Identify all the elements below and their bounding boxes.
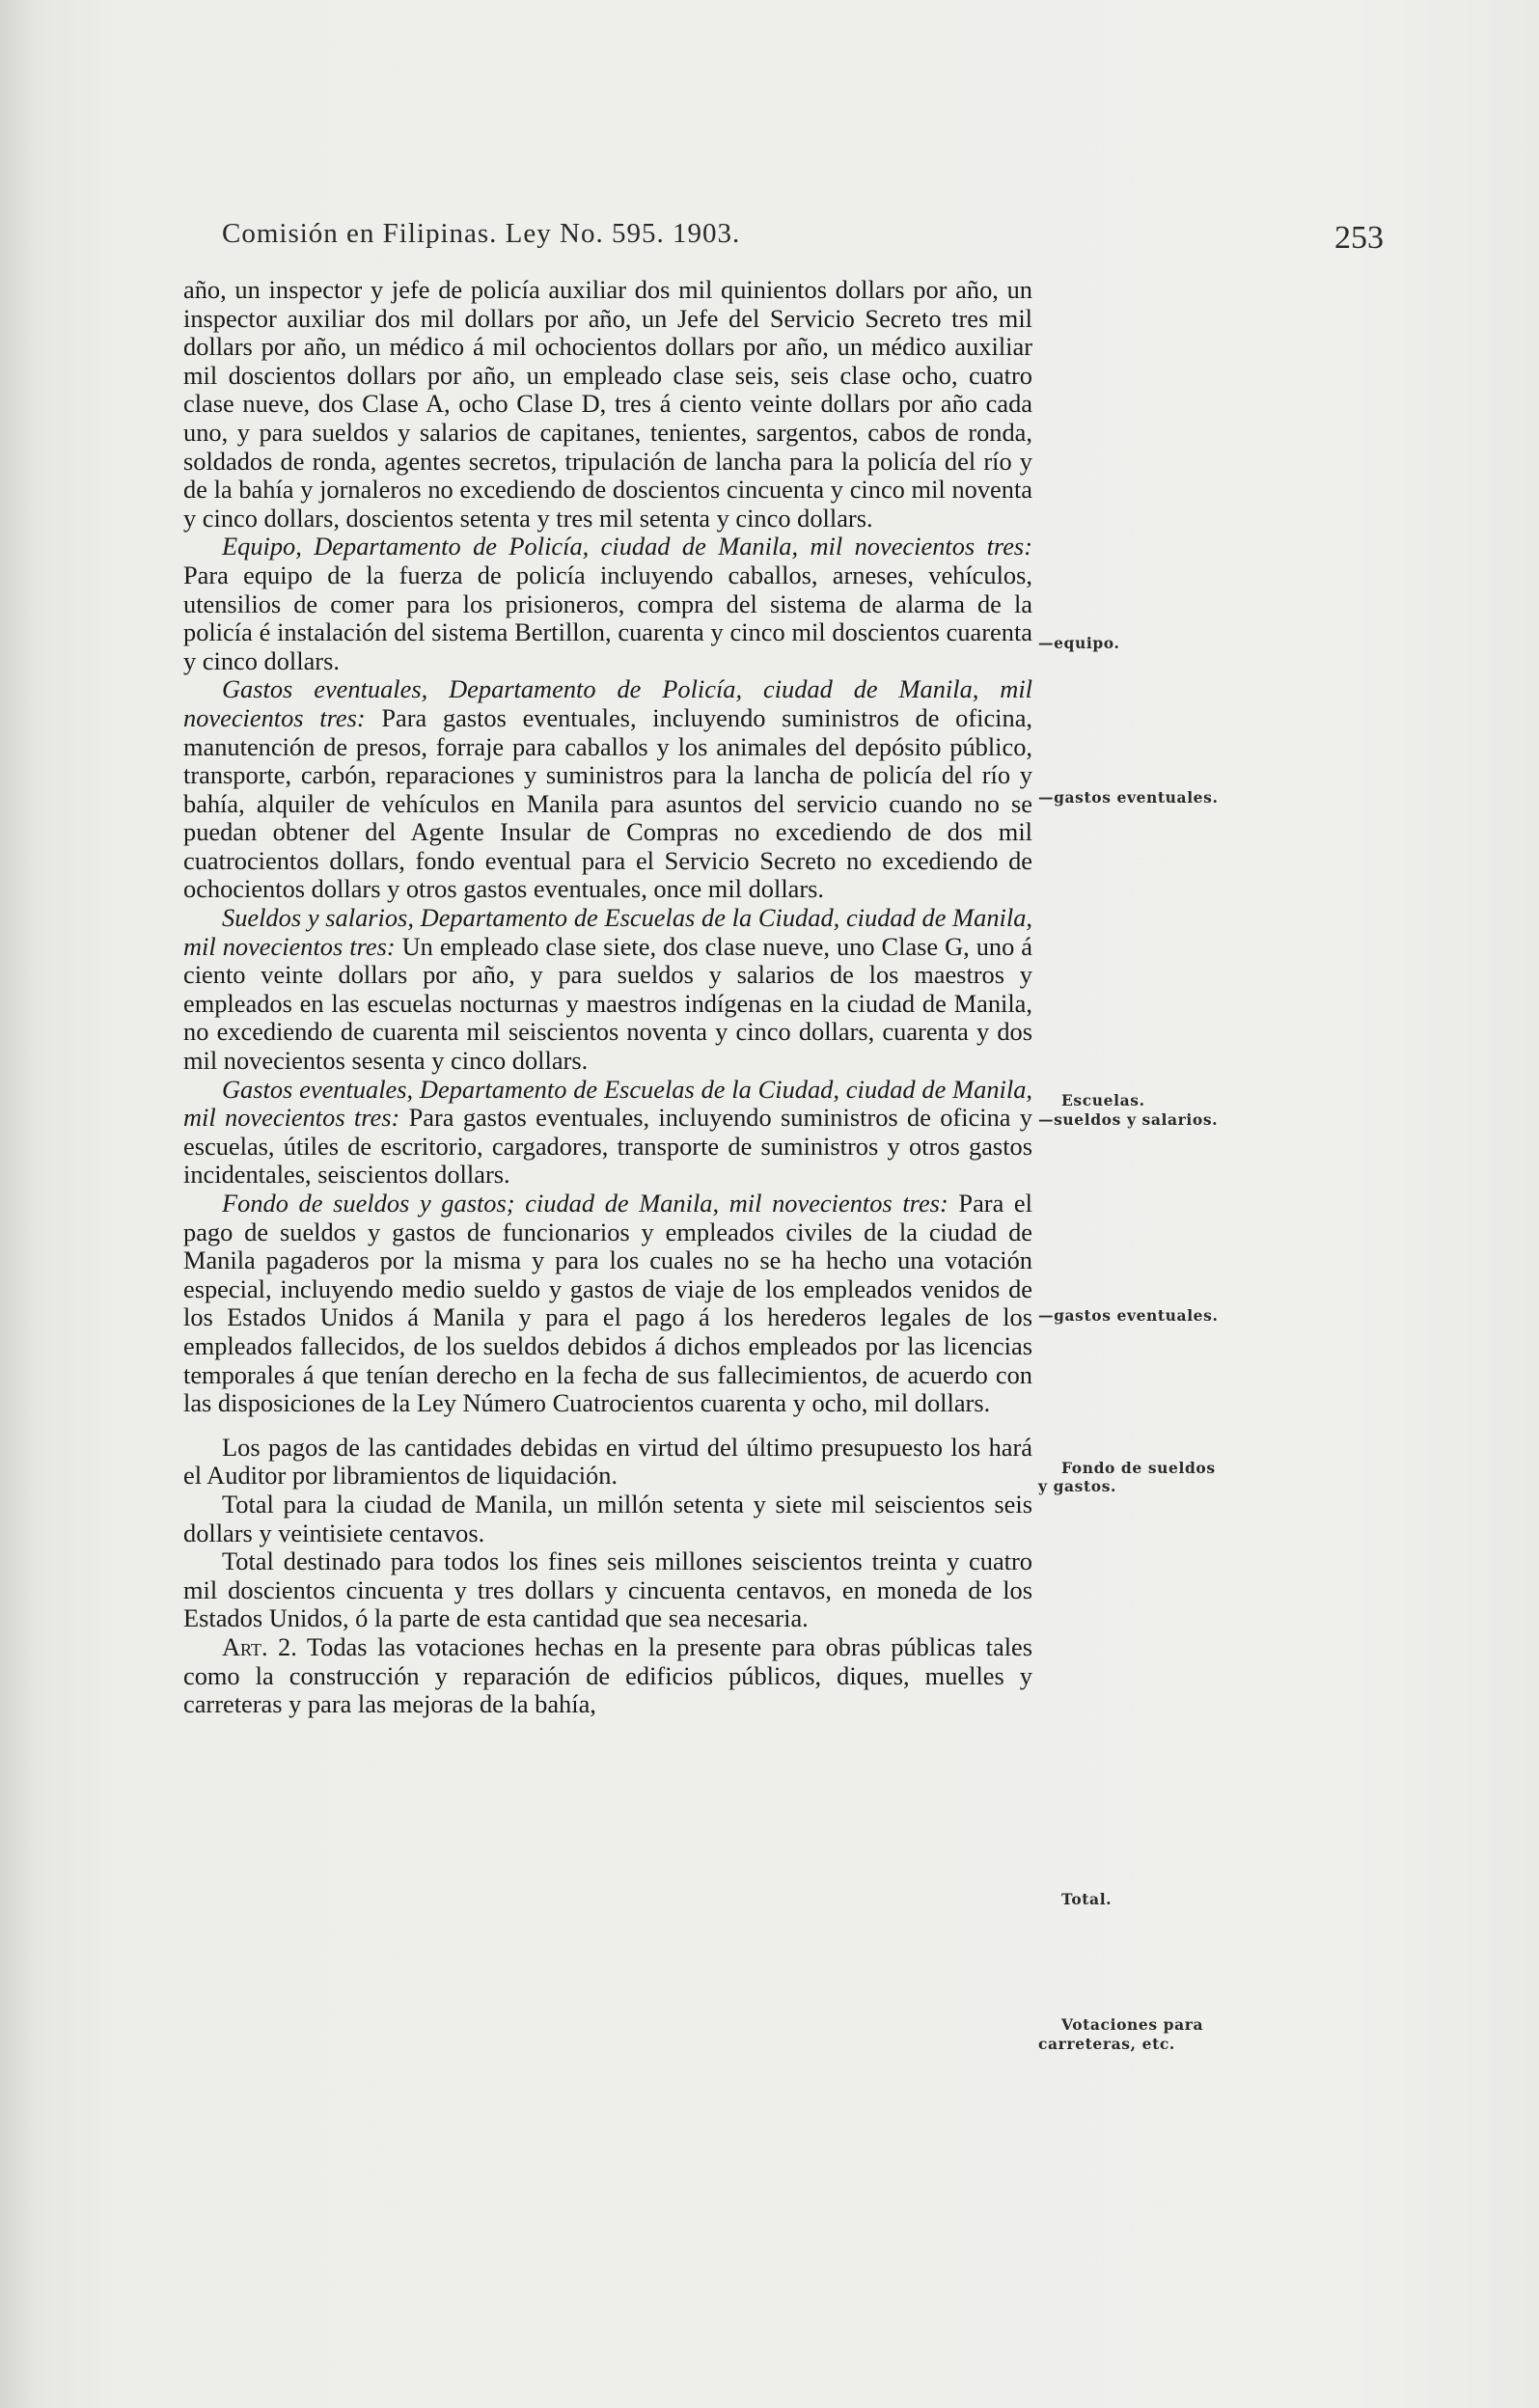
margin-note-carreteras: carreteras, etc. (1038, 2035, 1175, 2053)
article-label: Art. 2. (222, 1631, 297, 1661)
paragraph-lead: Fondo de sueldos y gastos; ciudad de Manila, mil novecientos tres: (222, 1189, 948, 1218)
paragraph-text: año, un inspector y jefe de policía auxiliar dos mil quinientos dollars por año, un inspector auxiliar dos mil dollars por año, un Jefe del Servicio Secreto tres mil dollars por año, un médico á mil ochocientos dollars por año, un médico auxiliar mil doscientos dollars por año, un empleado clase seis, seis clase ocho, cuatro clase nueve, dos Clase A, ocho Clase D, tres á ciento veinte dollars por año cada uno, y para sueldos y salarios de capitanes, tenientes, sargentos, cabos de ronda, soldados de ronda, agentes secretos, tripulación de lancha para la policía del río y de la bahía y jornaleros no excediendo de doscientos cincuenta y cinco mil noventa y cinco dollars, doscientos setenta y tres mil setenta y cinco dollars. (183, 275, 1032, 533)
margin-note-votaciones: Votaciones para (1061, 2015, 1204, 2034)
paragraph-lead: Gastos eventuales, Departamento de Escuelas de la Ciudad, ciudad de Manila, mil novecientos tres: (183, 1074, 1032, 1133)
margin-note-equipo: —equipo. (1038, 634, 1120, 652)
page-number: 253 (1334, 220, 1384, 256)
margin-note-y-gastos: y gastos. (1038, 1477, 1117, 1495)
paragraph-gastos-escuelas (183, 1076, 1032, 1190)
paragraph-text: Para gastos eventuales, incluyendo suministros de oficina y escuelas, útiles de escritorio, cargadores, transporte de suministros y otros gastos incidentales, seiscientos dollars. (183, 1103, 1032, 1190)
paragraph-total-manila (183, 1491, 1032, 1547)
paragraph-text: Un empleado clase siete, dos clase nueve, uno Clase G, uno á ciento veinte dollars por año, y para sueldos y salarios de los maestros y empleados en las escuelas nocturnas y maestros indígenas en la ciudad de Manila, no excediendo de cuarenta mil seiscientos noventa y cinco dollars, cuarenta y dos mil novecientos sesenta y cinco dollars. (183, 931, 1033, 1076)
paragraph-sueldos-escuelas (183, 904, 1032, 1076)
paragraph-text: Para equipo de la fuerza de policía incluyendo caballos, arneses, vehículos, utensilios de comer para los prisioneros, compra del sistema de alarma de la policía é instalación del sistema Bertillon, cuarenta y cinco mil doscientos cuarenta y cinco dollars. (183, 560, 1032, 675)
paragraph-lead: Sueldos y salarios, Departamento de Escuelas de la Ciudad, ciudad de Manila, mil novecientos tres: (183, 903, 1032, 961)
margin-note-gastos-eventuales: —gastos eventuales. (1038, 788, 1219, 807)
paragraph-text: Total destinado para todos los fines seis millones seiscientos treinta y cuatro mil doscientos cincuenta y tres dollars y cincuenta centavos, en moneda de los Estados Unidos, ó la parte de esta cantidad que sea necesaria. (183, 1546, 1032, 1633)
paragraph-text: Para el pago de sueldos y gastos de funcionarios y empleados civiles de la ciudad de Manila pagaderos por la misma y para los cuales no se ha hecho una votación especial, incluyendo medio sueldo y gastos de viaje de los empleados venidos de los Estados Unidos á Manila y para el pago á los herederos legales de los empleados fallecidos, de los sueldos debidos á dichos empleados por las licencias temporales á que tenían derecho en la fecha de sus fallecimientos, de acuerdo con las disposiciones de la Ley Número Cuatrocientos cuarenta y ocho, mil dollars. (183, 1189, 1032, 1418)
margin-note-gastos-eventuales-escuelas: —gastos eventuales. (1038, 1306, 1219, 1325)
margin-note-fondo-sueldos: Fondo de sueldos (1061, 1459, 1216, 1477)
paragraph-lead: Equipo, Departamento de Policía, ciudad de Manila, mil novecientos tres: (222, 532, 1032, 561)
paragraph-text: Total para la ciudad de Manila, un millón setenta y siete mil seiscientos seis dollars y veintisiete centavos. (183, 1489, 1032, 1547)
margin-note-total: Total. (1061, 1890, 1113, 1908)
paragraph-art-2 (183, 1633, 1032, 1719)
paragraph-equipo (183, 533, 1032, 675)
paragraph-text: Para gastos eventuales, incluyendo suministros de oficina, manutención de presos, forraje para caballos y los animales del depósito público, transporte, carbón, reparaciones y suministros para la lancha de policía del río y bahía, alquiler de vehículos en Manila para asuntos del servicio cuando no se puedan obtener del Agente Insular de Compras no excediendo de dos mil cuatrocientos dollars, fondo eventual para el Servicio Secreto no excediendo de ochocientos dollars y otros gastos eventuales, once mil dollars. (183, 702, 1033, 904)
paragraph-text: Los pagos de las cantidades debidas en virtud del último presupuesto los hará el Auditor por libramientos de liquidación. (183, 1432, 1032, 1491)
paragraph-continuation (183, 276, 1032, 533)
paragraph-total-general (183, 1547, 1032, 1633)
running-head: Comisión en Filipinas. Ley No. 595. 1903. (222, 218, 741, 249)
body-text (183, 276, 1032, 1719)
paragraph-text: Todas las votaciones hechas en la presente para obras públicas tales como la construcción y reparación de edificios públicos, diques, muelles y carreteras y para las mejoras de la bahía, (183, 1631, 1033, 1719)
paragraph-pagos (183, 1434, 1032, 1491)
paragraph-lead: Gastos eventuales, Departamento de Policía, ciudad de Manila, mil novecientos tres: (183, 674, 1032, 732)
paragraph-fondo-sueldos (183, 1190, 1032, 1418)
margin-note-escuelas: Escuelas. (1061, 1091, 1145, 1109)
margin-note-sueldos-salarios: —sueldos y salarios. (1038, 1110, 1219, 1129)
paragraph-gastos-policia (183, 675, 1032, 904)
